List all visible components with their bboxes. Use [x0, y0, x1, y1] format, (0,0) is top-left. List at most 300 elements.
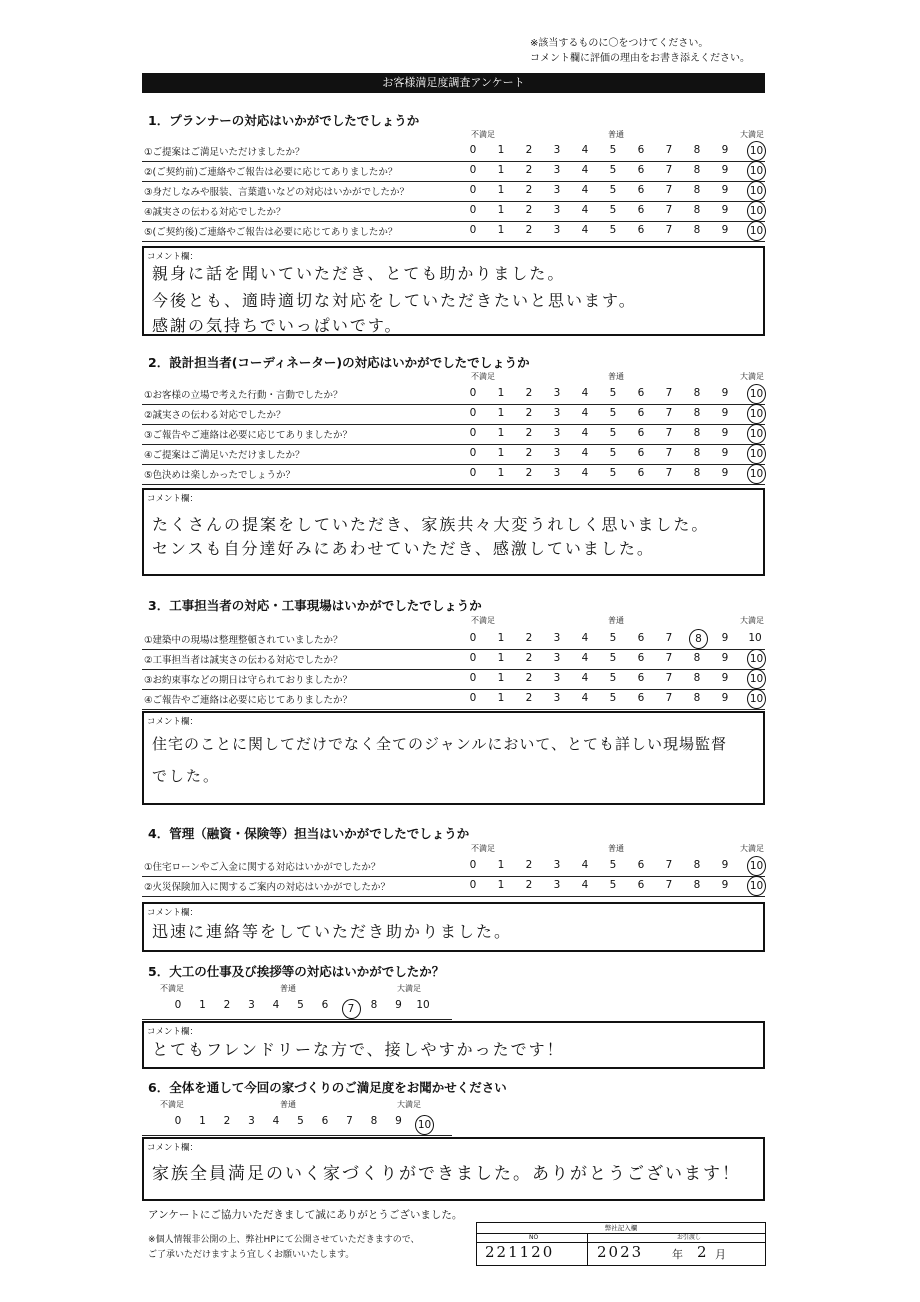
- rating-option[interactable]: 2: [525, 427, 533, 439]
- rating-option[interactable]: 8: [693, 387, 701, 399]
- question-text: ②誠実さの伝わる対応でしたか？: [144, 410, 286, 421]
- rating-option[interactable]: 9: [721, 164, 729, 176]
- question-text: ③身だしなみや服装、言葉遣いなどの対応はいかがでしたか？: [144, 187, 410, 198]
- scale-low-label: 不満足: [471, 372, 495, 381]
- rating-option[interactable]: 3: [248, 1115, 255, 1127]
- rating-option[interactable]: 9: [721, 692, 729, 704]
- rating-option[interactable]: 2: [525, 447, 533, 459]
- office-box-title: 弊社記入欄: [477, 1223, 765, 1234]
- question-text: ②(ご契約前)ご連絡やご報告は必要に応じてありましたか？: [144, 167, 398, 178]
- rating-option[interactable]: 0: [469, 184, 477, 196]
- rating-option[interactable]: 5: [609, 144, 617, 156]
- rating-option[interactable]: 8: [693, 652, 701, 664]
- question-text: ①建築中の現場は整理整頓されていましたか？: [144, 635, 343, 646]
- rating-option[interactable]: 9: [395, 999, 402, 1011]
- question-text: ③ご報告やご連絡は必要に応じてありましたか？: [144, 430, 353, 441]
- rating-option[interactable]: 8: [693, 224, 701, 236]
- rating-option[interactable]: 5: [297, 999, 304, 1011]
- rating-option[interactable]: 2: [525, 204, 533, 216]
- privacy-note: ご了承いただけますよう宜しくお願いいたします。: [148, 1250, 355, 1260]
- scale-header: [142, 840, 765, 854]
- rating-option[interactable]: 1: [497, 652, 505, 664]
- office-use-box: [476, 1222, 766, 1266]
- selected-rating[interactable]: 10: [747, 141, 766, 161]
- section-title: 5．大工の仕事及び挨拶等の対応はいかがでしたか？: [148, 964, 445, 979]
- rating-option[interactable]: 0: [469, 632, 477, 644]
- rating-option[interactable]: 9: [721, 427, 729, 439]
- rating-option[interactable]: 6: [637, 672, 645, 684]
- question-row: [142, 404, 765, 425]
- rating-option[interactable]: 7: [665, 204, 673, 216]
- selected-rating[interactable]: 10: [747, 404, 766, 424]
- instruction-note: コメント欄に評価の理由をお書き添えください。: [530, 53, 750, 64]
- rating-option[interactable]: 1: [199, 999, 206, 1011]
- comment-box: [142, 1137, 765, 1201]
- rating-option[interactable]: 2: [525, 632, 533, 644]
- rating-option[interactable]: 4: [272, 999, 280, 1011]
- rating-option[interactable]: 4: [581, 692, 589, 704]
- selected-rating[interactable]: 10: [747, 876, 766, 896]
- rating-option[interactable]: 6: [637, 184, 645, 196]
- question-text: ①住宅ローンやご入金に関する対応はいかがでしたか？: [144, 862, 381, 873]
- question-text: ④ご報告やご連絡は必要に応じてありましたか？: [144, 695, 353, 706]
- selected-rating[interactable]: 10: [747, 464, 766, 484]
- rating-option[interactable]: 6: [637, 652, 645, 664]
- rating-option[interactable]: 5: [609, 427, 617, 439]
- rating-option[interactable]: 7: [665, 632, 673, 644]
- question-row: [142, 201, 765, 222]
- scale-low-label: 不満足: [471, 616, 495, 625]
- rating-option[interactable]: 3: [248, 999, 255, 1011]
- rating-option[interactable]: 9: [721, 224, 729, 236]
- rating-option[interactable]: 7: [665, 407, 673, 419]
- office-box-header: [477, 1234, 765, 1243]
- question-row: [142, 629, 765, 650]
- selected-rating[interactable]: 10: [747, 444, 766, 464]
- selected-rating[interactable]: 10: [747, 384, 766, 404]
- comment-line: 感謝の気持ちでいっぱいです。: [152, 316, 403, 335]
- rating-option[interactable]: 9: [721, 407, 729, 419]
- rating-option[interactable]: 4: [581, 879, 589, 891]
- question-row: [142, 649, 765, 670]
- rating-option[interactable]: 8: [693, 184, 701, 196]
- section-title: 3．工事担当者の対応・工事現場はいかがでしたでしょうか: [148, 598, 482, 613]
- scale-high-label: 大満足: [740, 616, 764, 625]
- rating-option[interactable]: 4: [581, 144, 589, 156]
- rating-option[interactable]: 6: [637, 859, 645, 871]
- scale-low-label: 不満足: [471, 130, 495, 139]
- rating-option[interactable]: 3: [553, 164, 561, 176]
- rating-option[interactable]: 5: [297, 1115, 304, 1127]
- month-unit: 月: [715, 1248, 726, 1261]
- comment-box: [142, 902, 765, 952]
- rating-option[interactable]: 4: [272, 1115, 280, 1127]
- rating-option[interactable]: 6: [637, 632, 645, 644]
- comment-line: 住宅のことに関してだけでなく全てのジャンルにおいて、とても詳しい現場監督: [152, 735, 728, 753]
- rating-option[interactable]: 3: [553, 427, 561, 439]
- rating-option[interactable]: 3: [553, 407, 561, 419]
- comment-box: [142, 711, 765, 805]
- rating-option[interactable]: 1: [497, 467, 505, 479]
- selected-rating[interactable]: 8: [689, 629, 708, 649]
- rating-option[interactable]: 6: [637, 204, 645, 216]
- rating-option[interactable]: 3: [553, 859, 561, 871]
- scale-header: [142, 368, 765, 382]
- rating-option[interactable]: 8: [693, 879, 701, 891]
- rating-option[interactable]: 7: [665, 859, 673, 871]
- rating-option[interactable]: 3: [553, 387, 561, 399]
- rating-option[interactable]: 5: [609, 652, 617, 664]
- rating-option[interactable]: 5: [609, 164, 617, 176]
- handover-month: 2: [697, 1243, 709, 1261]
- rating-option[interactable]: 2: [525, 224, 533, 236]
- rating-option[interactable]: 2: [525, 164, 533, 176]
- rating-option[interactable]: 4: [581, 427, 589, 439]
- comment-line: たくさんの提案をしていただき、家族共々大変うれしく思いました。: [152, 515, 710, 534]
- section-title: 1．プランナーの対応はいかがでしたでしょうか: [148, 113, 420, 128]
- rating-option[interactable]: 9: [721, 632, 729, 644]
- rating-option[interactable]: 5: [609, 859, 617, 871]
- rating-option[interactable]: 9: [721, 879, 729, 891]
- selected-rating[interactable]: 10: [747, 424, 766, 444]
- rating-option[interactable]: 7: [665, 447, 673, 459]
- rating-option[interactable]: 0: [469, 144, 477, 156]
- rating-option[interactable]: 8: [693, 144, 701, 156]
- rating-option[interactable]: 7: [665, 672, 673, 684]
- rating-option[interactable]: 3: [553, 879, 561, 891]
- comment-line: センスも自分達好みにあわせていただき、感激していました。: [152, 539, 655, 558]
- rating-option[interactable]: 1: [497, 387, 505, 399]
- scale-mid-label: 普通: [608, 372, 624, 381]
- rating-option[interactable]: 0: [469, 447, 477, 459]
- rating-option[interactable]: 2: [525, 144, 533, 156]
- rating-option[interactable]: 1: [497, 859, 505, 871]
- rating-option[interactable]: 2: [525, 672, 533, 684]
- section-title: 6．全体を通して今回の家づくりのご満足度をお聞かせください: [148, 1080, 507, 1095]
- rating-option[interactable]: 1: [497, 879, 505, 891]
- scale-mid-label: 普通: [280, 1100, 296, 1109]
- rating-option[interactable]: 8: [693, 407, 701, 419]
- scale-mid-label: 普通: [608, 130, 624, 139]
- rating-option[interactable]: 7: [665, 467, 673, 479]
- rating-option[interactable]: 0: [469, 427, 477, 439]
- rating-option[interactable]: 10: [748, 632, 762, 644]
- question-text: ⑤色決めは楽しかったでしょうか？: [144, 470, 296, 481]
- question-row: [142, 444, 765, 465]
- rating-option[interactable]: 1: [497, 632, 505, 644]
- rating-option[interactable]: 6: [637, 387, 645, 399]
- rating-option[interactable]: 5: [609, 224, 617, 236]
- rating-option[interactable]: 6: [637, 427, 645, 439]
- rating-option[interactable]: 4: [581, 407, 589, 419]
- rating-option[interactable]: 8: [370, 999, 378, 1011]
- rating-option[interactable]: 2: [525, 407, 533, 419]
- rating-option[interactable]: 0: [469, 692, 477, 704]
- rating-option[interactable]: 9: [721, 672, 729, 684]
- rating-option[interactable]: 0: [469, 224, 477, 236]
- rating-option[interactable]: 2: [223, 1115, 231, 1127]
- scale-high-label: 大満足: [740, 844, 764, 853]
- rating-option[interactable]: 7: [665, 224, 673, 236]
- rating-option[interactable]: 9: [721, 467, 729, 479]
- rating-option[interactable]: 0: [469, 467, 477, 479]
- rating-option[interactable]: 8: [693, 447, 701, 459]
- rating-option[interactable]: 7: [665, 164, 673, 176]
- comment-line: 迅速に連絡等をしていただき助かりました。: [152, 922, 513, 941]
- rating-option[interactable]: 5: [609, 879, 617, 891]
- rating-option[interactable]: 1: [199, 1115, 206, 1127]
- rating-option[interactable]: 6: [321, 1115, 329, 1127]
- rating-option[interactable]: 4: [581, 447, 589, 459]
- handover-year: 2023: [597, 1243, 644, 1261]
- question-row: [142, 424, 765, 445]
- selected-rating[interactable]: 10: [415, 1115, 434, 1135]
- rating-option[interactable]: 5: [609, 204, 617, 216]
- scale-mid-label: 普通: [280, 984, 296, 993]
- rating-option[interactable]: 5: [609, 467, 617, 479]
- scale-high-label: 大満足: [397, 984, 421, 993]
- comment-label: コメント欄：: [147, 1143, 199, 1153]
- rating-option[interactable]: 6: [637, 879, 645, 891]
- privacy-note: ※個人情報非公開の上、弊社HPにて公開させていただきますので、: [148, 1235, 420, 1245]
- rating-option[interactable]: 0: [469, 387, 477, 399]
- rating-option[interactable]: 2: [525, 652, 533, 664]
- scale-header: [142, 1096, 452, 1114]
- rating-option[interactable]: 3: [553, 184, 561, 196]
- rating-option[interactable]: 9: [721, 387, 729, 399]
- question-text: ②火災保険加入に関するご案内の対応はいかがでしたか？: [144, 882, 391, 893]
- no-label: NO: [529, 1234, 539, 1241]
- question-text: ④ご提案はご満足いただけましたか？: [144, 450, 305, 461]
- rating-option[interactable]: 4: [581, 204, 589, 216]
- rating-option[interactable]: 0: [174, 1115, 182, 1127]
- rating-option[interactable]: 4: [581, 184, 589, 196]
- thanks-note: アンケートにご協力いただきまして誠にありがとうございました。: [148, 1209, 463, 1221]
- rating-option[interactable]: 1: [497, 407, 505, 419]
- year-unit: 年: [672, 1248, 683, 1261]
- rating-scale: [142, 999, 452, 1020]
- rating-option[interactable]: 2: [525, 692, 533, 704]
- rating-option[interactable]: 3: [553, 692, 561, 704]
- question-row: [142, 856, 765, 877]
- rating-option[interactable]: 3: [553, 632, 561, 644]
- rating-option[interactable]: 6: [637, 144, 645, 156]
- rating-option[interactable]: 2: [525, 467, 533, 479]
- comment-box: [142, 246, 765, 336]
- scale-high-label: 大満足: [740, 372, 764, 381]
- comment-box: [142, 1021, 765, 1069]
- comment-line: 親身に話を聞いていただき、とても助かりました。: [152, 264, 566, 283]
- rating-option[interactable]: 5: [609, 407, 617, 419]
- rating-option[interactable]: 7: [665, 184, 673, 196]
- comment-label: コメント欄：: [147, 717, 199, 727]
- no-value: 221120: [485, 1243, 555, 1261]
- section-title: 2．設計担当者(コーディネーター)の対応はいかがでしたでしょうか: [148, 355, 530, 370]
- comment-line: 今後とも、適時適切な対応をしていただきたいと思います。: [152, 291, 637, 310]
- rating-option[interactable]: 2: [525, 859, 533, 871]
- question-row: [142, 876, 765, 897]
- office-box-divider: [587, 1234, 588, 1265]
- rating-option[interactable]: 4: [581, 387, 589, 399]
- rating-option[interactable]: 3: [553, 467, 561, 479]
- rating-option[interactable]: 1: [497, 144, 505, 156]
- rating-option[interactable]: 9: [721, 859, 729, 871]
- rating-option[interactable]: 0: [469, 859, 477, 871]
- rating-option[interactable]: 5: [609, 672, 617, 684]
- selected-rating[interactable]: 10: [747, 689, 766, 709]
- rating-option[interactable]: 9: [721, 447, 729, 459]
- question-row: [142, 669, 765, 690]
- question-text: ②工事担当者は誠実さの伝わる対応でしたか？: [144, 655, 343, 666]
- question-row: [142, 141, 765, 162]
- question-text: ①お客様の立場で考えた行動・言動でしたか？: [144, 390, 343, 401]
- rating-option[interactable]: 1: [497, 184, 505, 196]
- rating-option[interactable]: 6: [637, 692, 645, 704]
- scale-low-label: 不満足: [160, 1100, 184, 1109]
- rating-option[interactable]: 8: [693, 692, 701, 704]
- rating-option[interactable]: 1: [497, 427, 505, 439]
- rating-option[interactable]: 3: [553, 652, 561, 664]
- rating-option[interactable]: 6: [637, 224, 645, 236]
- rating-option[interactable]: 2: [525, 879, 533, 891]
- rating-option[interactable]: 10: [416, 999, 430, 1011]
- rating-option[interactable]: 4: [581, 224, 589, 236]
- rating-option[interactable]: 8: [693, 859, 701, 871]
- rating-option[interactable]: 7: [665, 692, 673, 704]
- rating-option[interactable]: 9: [721, 652, 729, 664]
- scale-header: [142, 612, 765, 626]
- rating-option[interactable]: 6: [637, 164, 645, 176]
- rating-option[interactable]: 3: [553, 204, 561, 216]
- rating-option[interactable]: 8: [693, 467, 701, 479]
- rating-option[interactable]: 8: [370, 1115, 378, 1127]
- rating-option[interactable]: 8: [693, 672, 701, 684]
- rating-option[interactable]: 1: [497, 447, 505, 459]
- handover-label: お引渡し: [677, 1234, 702, 1241]
- question-text: ①ご提案はご満足いただけましたか？: [144, 147, 305, 158]
- rating-option[interactable]: 9: [721, 184, 729, 196]
- question-row: [142, 464, 765, 485]
- rating-option[interactable]: 7: [665, 427, 673, 439]
- rating-option[interactable]: 0: [174, 999, 182, 1011]
- rating-option[interactable]: 6: [637, 407, 645, 419]
- question-row: [142, 161, 765, 182]
- rating-option[interactable]: 0: [469, 407, 477, 419]
- comment-line: とてもフレンドリーな方で、接しやすかったです！: [152, 1040, 565, 1059]
- rating-option[interactable]: 4: [581, 632, 589, 644]
- scale-high-label: 大満足: [740, 130, 764, 139]
- rating-option[interactable]: 9: [721, 144, 729, 156]
- rating-option[interactable]: 0: [469, 652, 477, 664]
- survey-title-banner: お客様満足度調査アンケート: [142, 73, 765, 93]
- selected-rating[interactable]: 10: [747, 201, 766, 221]
- rating-option[interactable]: 1: [497, 224, 505, 236]
- rating-option[interactable]: 6: [637, 467, 645, 479]
- rating-option[interactable]: 4: [581, 859, 589, 871]
- rating-option[interactable]: 2: [525, 184, 533, 196]
- scale-high-label: 大満足: [397, 1100, 421, 1109]
- rating-option[interactable]: 3: [553, 672, 561, 684]
- scale-low-label: 不満足: [471, 844, 495, 853]
- rating-option[interactable]: 1: [497, 204, 505, 216]
- selected-rating[interactable]: 10: [747, 669, 766, 689]
- selected-rating[interactable]: 10: [747, 221, 766, 241]
- rating-option[interactable]: 9: [721, 204, 729, 216]
- comment-box: [142, 488, 765, 576]
- selected-rating[interactable]: 10: [747, 856, 766, 876]
- comment-label: コメント欄：: [147, 494, 199, 504]
- comment-line: でした。: [152, 767, 221, 785]
- comment-label: コメント欄：: [147, 252, 199, 262]
- rating-option[interactable]: 4: [581, 164, 589, 176]
- rating-option[interactable]: 3: [553, 224, 561, 236]
- rating-option[interactable]: 5: [609, 692, 617, 704]
- selected-rating[interactable]: 10: [747, 161, 766, 181]
- rating-option[interactable]: 5: [609, 632, 617, 644]
- rating-option[interactable]: 4: [581, 672, 589, 684]
- rating-option[interactable]: 0: [469, 879, 477, 891]
- rating-option[interactable]: 3: [553, 144, 561, 156]
- comment-line: 家族全員満足のいく家づくりができました。ありがとうございます！: [152, 1164, 741, 1184]
- rating-option[interactable]: 6: [637, 447, 645, 459]
- section-title: 4．管理（融資・保険等）担当はいかがでしたでしょうか: [148, 826, 470, 841]
- rating-option[interactable]: 7: [665, 387, 673, 399]
- rating-option[interactable]: 5: [609, 387, 617, 399]
- rating-option[interactable]: 0: [469, 164, 477, 176]
- scale-header: [142, 126, 765, 140]
- rating-option[interactable]: 7: [665, 879, 673, 891]
- comment-label: コメント欄：: [147, 1027, 199, 1037]
- rating-option[interactable]: 1: [497, 164, 505, 176]
- rating-option[interactable]: 5: [609, 447, 617, 459]
- question-text: ④誠実さの伝わる対応でしたか？: [144, 207, 286, 218]
- rating-option[interactable]: 1: [497, 672, 505, 684]
- scale-mid-label: 普通: [608, 616, 624, 625]
- question-row: [142, 221, 765, 242]
- question-text: ③お約束事などの期日は守られておりましたか？: [144, 675, 353, 686]
- rating-scale: [142, 1115, 452, 1136]
- rating-option[interactable]: 6: [321, 999, 329, 1011]
- question-row: [142, 181, 765, 202]
- rating-option[interactable]: 7: [665, 652, 673, 664]
- rating-option[interactable]: 5: [609, 184, 617, 196]
- comment-label: コメント欄：: [147, 908, 199, 918]
- rating-option[interactable]: 1: [497, 692, 505, 704]
- rating-option[interactable]: 8: [693, 164, 701, 176]
- selected-rating[interactable]: 7: [342, 999, 361, 1019]
- question-row: [142, 384, 765, 405]
- rating-option[interactable]: 4: [581, 467, 589, 479]
- scale-low-label: 不満足: [160, 984, 184, 993]
- question-text: ⑤(ご契約後)ご連絡やご報告は必要に応じてありましたか？: [144, 227, 398, 238]
- selected-rating[interactable]: 10: [747, 649, 766, 669]
- scale-mid-label: 普通: [608, 844, 624, 853]
- selected-rating[interactable]: 10: [747, 181, 766, 201]
- rating-option[interactable]: 0: [469, 672, 477, 684]
- rating-option[interactable]: 4: [581, 652, 589, 664]
- instruction-note: ※該当するものに〇をつけてください。: [530, 38, 709, 49]
- rating-option[interactable]: 7: [346, 1115, 353, 1127]
- rating-option[interactable]: 7: [665, 144, 673, 156]
- rating-option[interactable]: 2: [223, 999, 231, 1011]
- rating-option[interactable]: 3: [553, 447, 561, 459]
- rating-option[interactable]: 0: [469, 204, 477, 216]
- rating-option[interactable]: 9: [395, 1115, 402, 1127]
- rating-option[interactable]: 2: [525, 387, 533, 399]
- question-row: [142, 689, 765, 710]
- rating-option[interactable]: 8: [693, 204, 701, 216]
- rating-option[interactable]: 8: [693, 427, 701, 439]
